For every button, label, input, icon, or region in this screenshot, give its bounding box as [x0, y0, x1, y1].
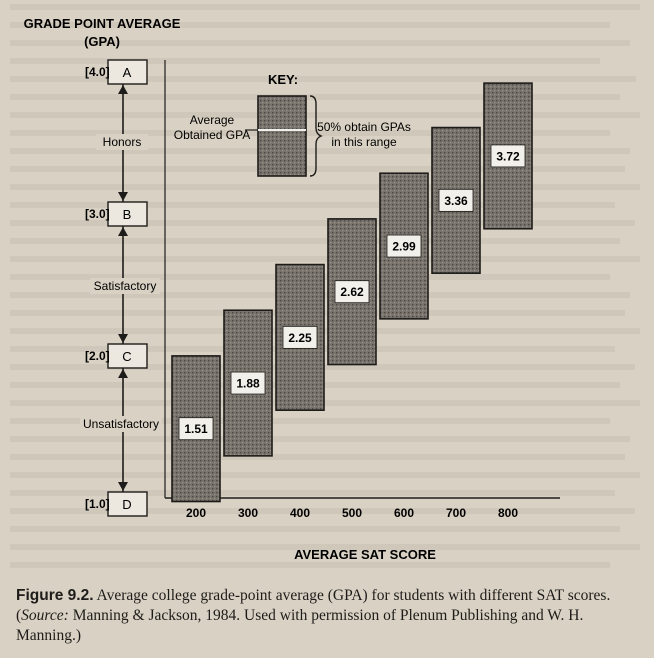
avg-value-label: 1.88 [236, 376, 260, 391]
avg-value-label: 1.51 [184, 422, 208, 437]
avg-value-label: 2.25 [288, 330, 312, 345]
x-tick-label: 300 [237, 506, 259, 520]
key-range-box [258, 96, 306, 176]
band-label-unsatisfactory: Unsatisfactory [82, 417, 160, 431]
avg-value-label: 2.62 [340, 285, 364, 300]
grade-box-c [108, 344, 147, 368]
caption-text: Average college grade-point average (GPA) for students with different SAT scores. ( [16, 587, 611, 624]
avg-value-label: 3.72 [496, 149, 520, 164]
x-tick-label: 800 [497, 506, 519, 520]
grade-letter-a: A [122, 65, 132, 80]
x-tick-label: 200 [185, 506, 207, 520]
grade-box-a [108, 60, 147, 84]
key-avg-label-line1: Average [189, 113, 235, 127]
grade-letter-b: B [122, 207, 132, 222]
caption-source-label: Source: [21, 607, 69, 624]
key-range-label-line2: in this range [331, 135, 397, 149]
x-tick-label: 600 [393, 506, 415, 520]
grade-value-d: [1.0] [85, 497, 110, 511]
avg-value-label: 2.99 [392, 239, 416, 254]
key-avg-label-line2: Obtained GPA [173, 128, 251, 142]
x-tick-label: 700 [445, 506, 467, 520]
x-axis-title: AVERAGE SAT SCORE [294, 547, 436, 562]
caption-source-text: Manning & Jackson, 1984. Used with permission of Plenum Publishing and W. H. Manning.) [16, 607, 584, 644]
caption-label: Figure 9.2. [16, 587, 94, 604]
x-tick-labels [186, 506, 518, 520]
band-label-honors: Honors [102, 135, 142, 149]
x-tick-label: 500 [341, 506, 363, 520]
x-tick-label: 400 [289, 506, 311, 520]
grade-value-a: [4.0] [85, 65, 110, 79]
band-label-satisfactory: Satisfactory [93, 279, 157, 293]
chart-title-unit: (GPA) [84, 34, 120, 49]
grade-letter-d: D [122, 497, 132, 512]
avg-value-label: 3.36 [444, 193, 468, 208]
figure-caption [16, 586, 642, 646]
key-range-label-line1: 50% obtain GPAs [317, 120, 411, 134]
grade-letter-c: C [122, 349, 132, 364]
grade-value-c: [2.0] [85, 349, 110, 363]
grade-box-b [108, 202, 147, 226]
grade-box-d [108, 492, 147, 516]
chart-title: GRADE POINT AVERAGE [23, 16, 181, 31]
key-title: KEY: [268, 72, 299, 87]
grade-value-b: [3.0] [85, 207, 110, 221]
key-brace [310, 96, 321, 176]
